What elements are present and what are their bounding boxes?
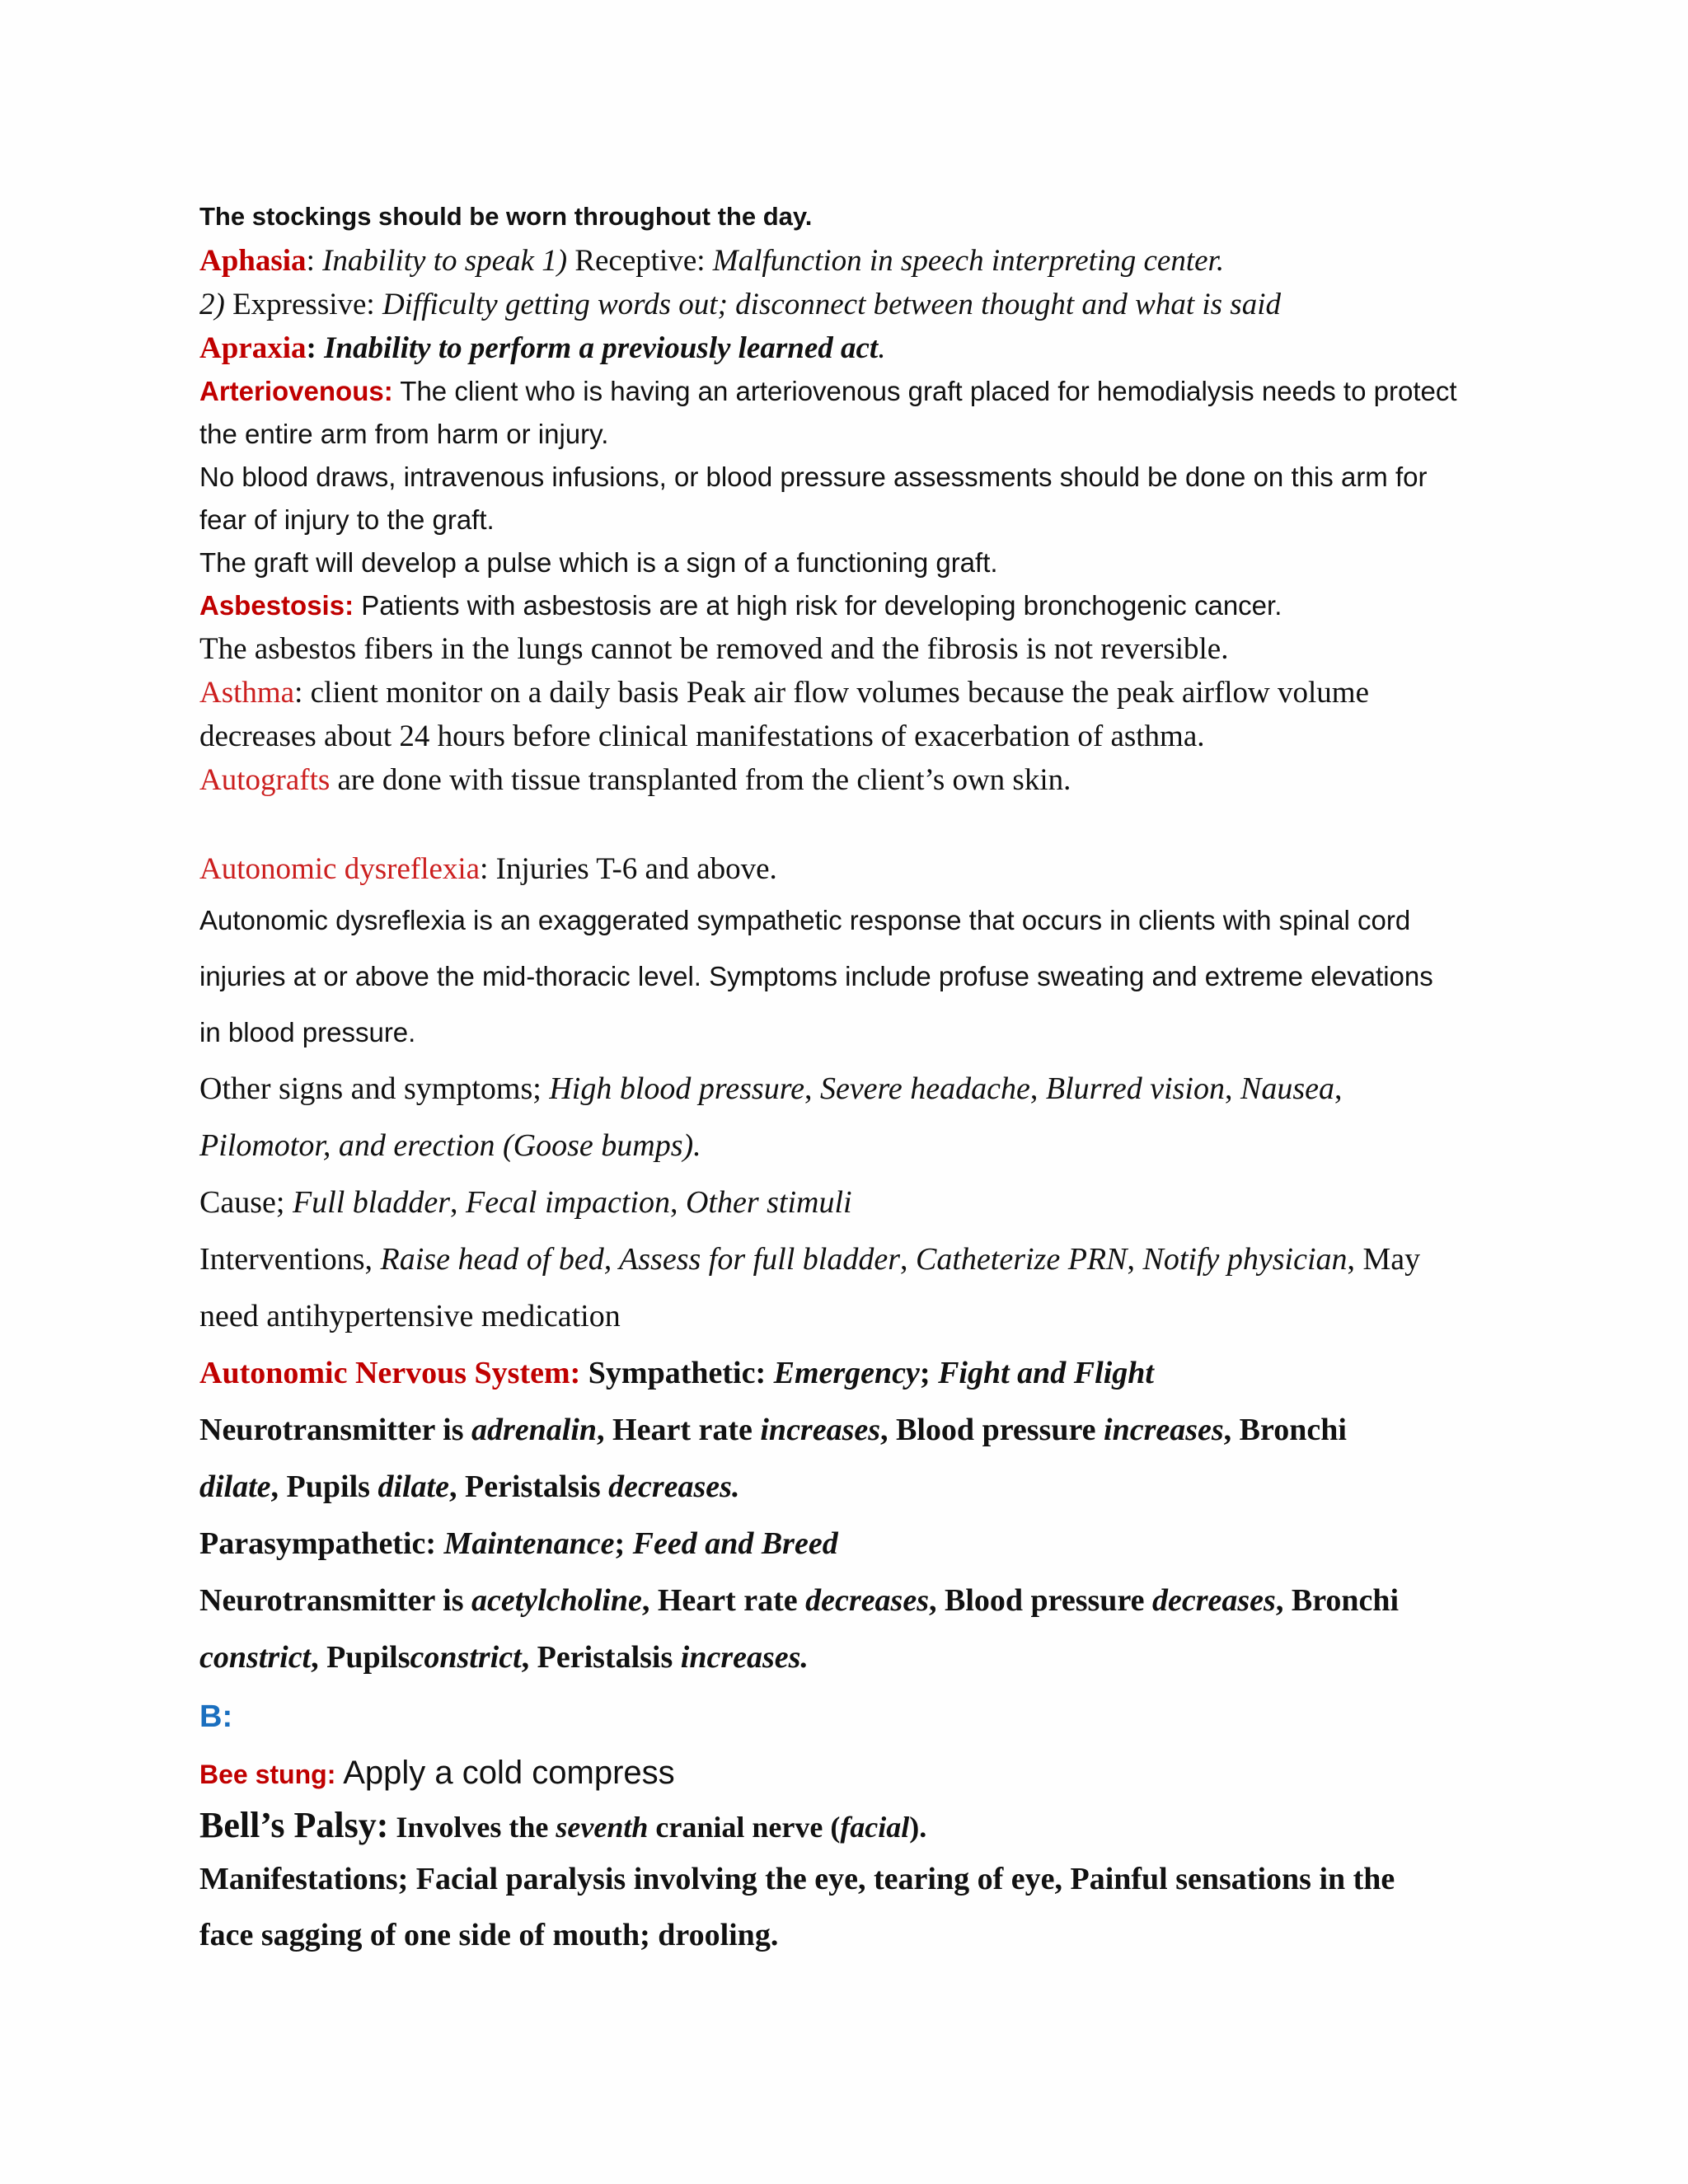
aphasia-expressive-line: 2) Expressive: Difficulty getting words out; disconnect between thought and what is said xyxy=(199,288,1281,321)
apraxia-line: Apraxia: Inability to perform a previously learned act. xyxy=(199,331,886,365)
arteriovenous-term: Arteriovenous: xyxy=(199,376,393,406)
arteriovenous-line-2: the entire arm from harm or injury. xyxy=(199,419,609,449)
bells-manifestations-line: Manifestations; Facial paralysis involving the eye, tearing of eye, Painful sensations in the xyxy=(199,1862,1395,1896)
dysreflexia-signs-line: Other signs and symptoms; High blood pressure, Severe headache, Blurred vision, Nausea, xyxy=(199,1071,1343,1106)
dysreflexia-cause-line: Cause; Full bladder, Fecal impaction, Other stimuli xyxy=(199,1185,852,1220)
asbestosis-term: Asbestosis: xyxy=(199,590,354,621)
ans-term: Autonomic Nervous System: xyxy=(199,1356,581,1390)
aphasia-line: Aphasia: Inability to speak 1) Receptive: Malfunction in speech interpreting center. xyxy=(199,244,1225,278)
autonomic-dysreflexia-term: Autonomic dysreflexia xyxy=(199,852,481,886)
bells-manifestations-line-2: face sagging of one side of mouth; drooling. xyxy=(199,1918,779,1952)
arteriovenous-line-4: fear of injury to the graft. xyxy=(199,504,495,535)
bells-palsy-line: Bell’s Palsy: Involves the seventh cranial nerve (facial). xyxy=(199,1805,927,1845)
ans-parasympathetic-line-2: Neurotransmitter is acetylcholine, Heart rate decreases, Blood pressure decreases, Bronchi xyxy=(199,1583,1400,1618)
arteriovenous-line: Arteriovenous: The client who is having an arteriovenous graft placed for hemodialysis needs to protect xyxy=(199,376,1457,406)
dysreflexia-desc-2: injuries at or above the mid-thoracic level. Symptoms include profuse sweating and extreme elevations xyxy=(199,961,1433,991)
ans-line: Autonomic Nervous System: Sympathetic: Emergency; Fight and Flight xyxy=(199,1356,1154,1390)
aphasia-term: Aphasia xyxy=(199,244,307,278)
bee-stung-line: Bee stung: Apply a cold compress xyxy=(199,1755,675,1791)
stockings-line: The stockings should be worn throughout the day. xyxy=(199,202,813,231)
asthma-line-2: decreases about 24 hours before clinical manifestations of exacerbation of asthma. xyxy=(199,719,1205,753)
spacer xyxy=(199,802,1518,846)
arteriovenous-line-5: The graft will develop a pulse which is a sign of a functioning graft. xyxy=(199,547,998,578)
ans-parasympathetic-line: Parasympathetic: Maintenance; Feed and Breed xyxy=(199,1526,838,1561)
autografts-line: Autografts are done with tissue transplanted from the client’s own skin. xyxy=(199,763,1071,797)
arteriovenous-line-3: No blood draws, intravenous infusions, or blood pressure assessments should be done on this arm for xyxy=(199,462,1428,492)
autonomic-dysreflexia-line: Autonomic dysreflexia: Injuries T-6 and above. xyxy=(199,852,777,886)
asthma-line: Asthma: client monitor on a daily basis Peak air flow volumes because the peak airflow volume xyxy=(199,676,1369,710)
asthma-term: Asthma xyxy=(199,676,295,710)
ans-parasympathetic-line-3: constrict, Pupilsconstrict, Peristalsis increases. xyxy=(199,1640,809,1675)
dysreflexia-interventions-line-2: need antihypertensive medication xyxy=(199,1299,621,1333)
dysreflexia-signs-line-2: Pilomotor, and erection (Goose bumps). xyxy=(199,1128,701,1163)
dysreflexia-interventions-line: Interventions, Raise head of bed, Assess for full bladder, Catheterize PRN, Notify physician, May xyxy=(199,1242,1421,1277)
asbestosis-line: Asbestosis: Patients with asbestosis are at high risk for developing bronchogenic cancer. xyxy=(199,590,1282,621)
asbestosis-line-2: The asbestos fibers in the lungs cannot be removed and the fibrosis is not reversible. xyxy=(199,632,1229,666)
section-b-heading: B: xyxy=(199,1699,233,1734)
autografts-term: Autografts xyxy=(199,763,331,797)
dysreflexia-desc-1: Autonomic dysreflexia is an exaggerated sympathetic response that occurs in clients with spinal cord xyxy=(199,905,1411,935)
bells-palsy-term: Bell’s Palsy: xyxy=(199,1805,389,1845)
apraxia-term: Apraxia xyxy=(199,331,307,365)
page-content xyxy=(199,194,1518,1965)
bee-stung-term: Bee stung: xyxy=(199,1760,336,1789)
ans-sympathetic-line: Neurotransmitter is adrenalin, Heart rate increases, Blood pressure increases, Bronchi xyxy=(199,1413,1347,1447)
ans-sympathetic-line-2: dilate, Pupils dilate, Peristalsis decreases. xyxy=(199,1469,740,1504)
dysreflexia-desc-3: in blood pressure. xyxy=(199,1017,416,1047)
